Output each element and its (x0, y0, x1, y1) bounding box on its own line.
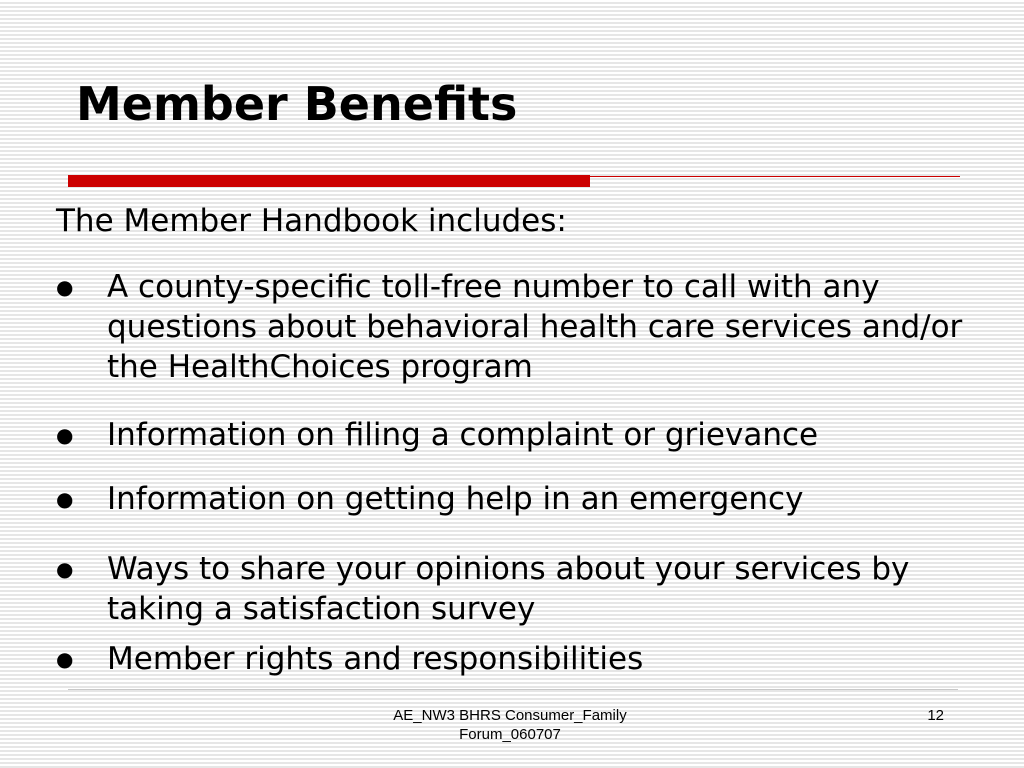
bullet-text: Information on filing a complaint or grievance (107, 417, 819, 453)
list-item (56, 415, 996, 455)
footer-text (350, 706, 670, 744)
footer-line-2: Forum_060707 (459, 726, 561, 743)
bullet-list (56, 267, 996, 679)
bullet-text: A county-specific toll-free number to call with any questions about behavioral health care services and/or the HealthChoices program (107, 269, 963, 385)
bullet-dot-icon: ● (56, 275, 74, 299)
list-item (56, 639, 996, 679)
bullet-dot-icon: ● (56, 487, 74, 511)
bullet-text: Member rights and responsibilities (107, 641, 644, 677)
footer-divider (68, 689, 958, 690)
bullet-dot-icon: ● (56, 557, 74, 581)
list-item (56, 549, 996, 629)
page-number: 12 (927, 707, 944, 724)
bullet-text: Information on getting help in an emergency (107, 481, 804, 517)
list-item (56, 479, 996, 519)
slide-title: Member Benefits (76, 77, 518, 131)
intro-text: The Member Handbook includes: (56, 203, 567, 239)
list-item (56, 267, 996, 387)
footer-line-1: AE_NW3 BHRS Consumer_Family (393, 707, 627, 724)
bullet-dot-icon: ● (56, 423, 74, 447)
bullet-dot-icon: ● (56, 647, 74, 671)
title-underline-thin (590, 176, 960, 177)
bullet-text: Ways to share your opinions about your services by taking a satisfaction survey (107, 551, 910, 627)
title-underline-thick (68, 175, 590, 187)
